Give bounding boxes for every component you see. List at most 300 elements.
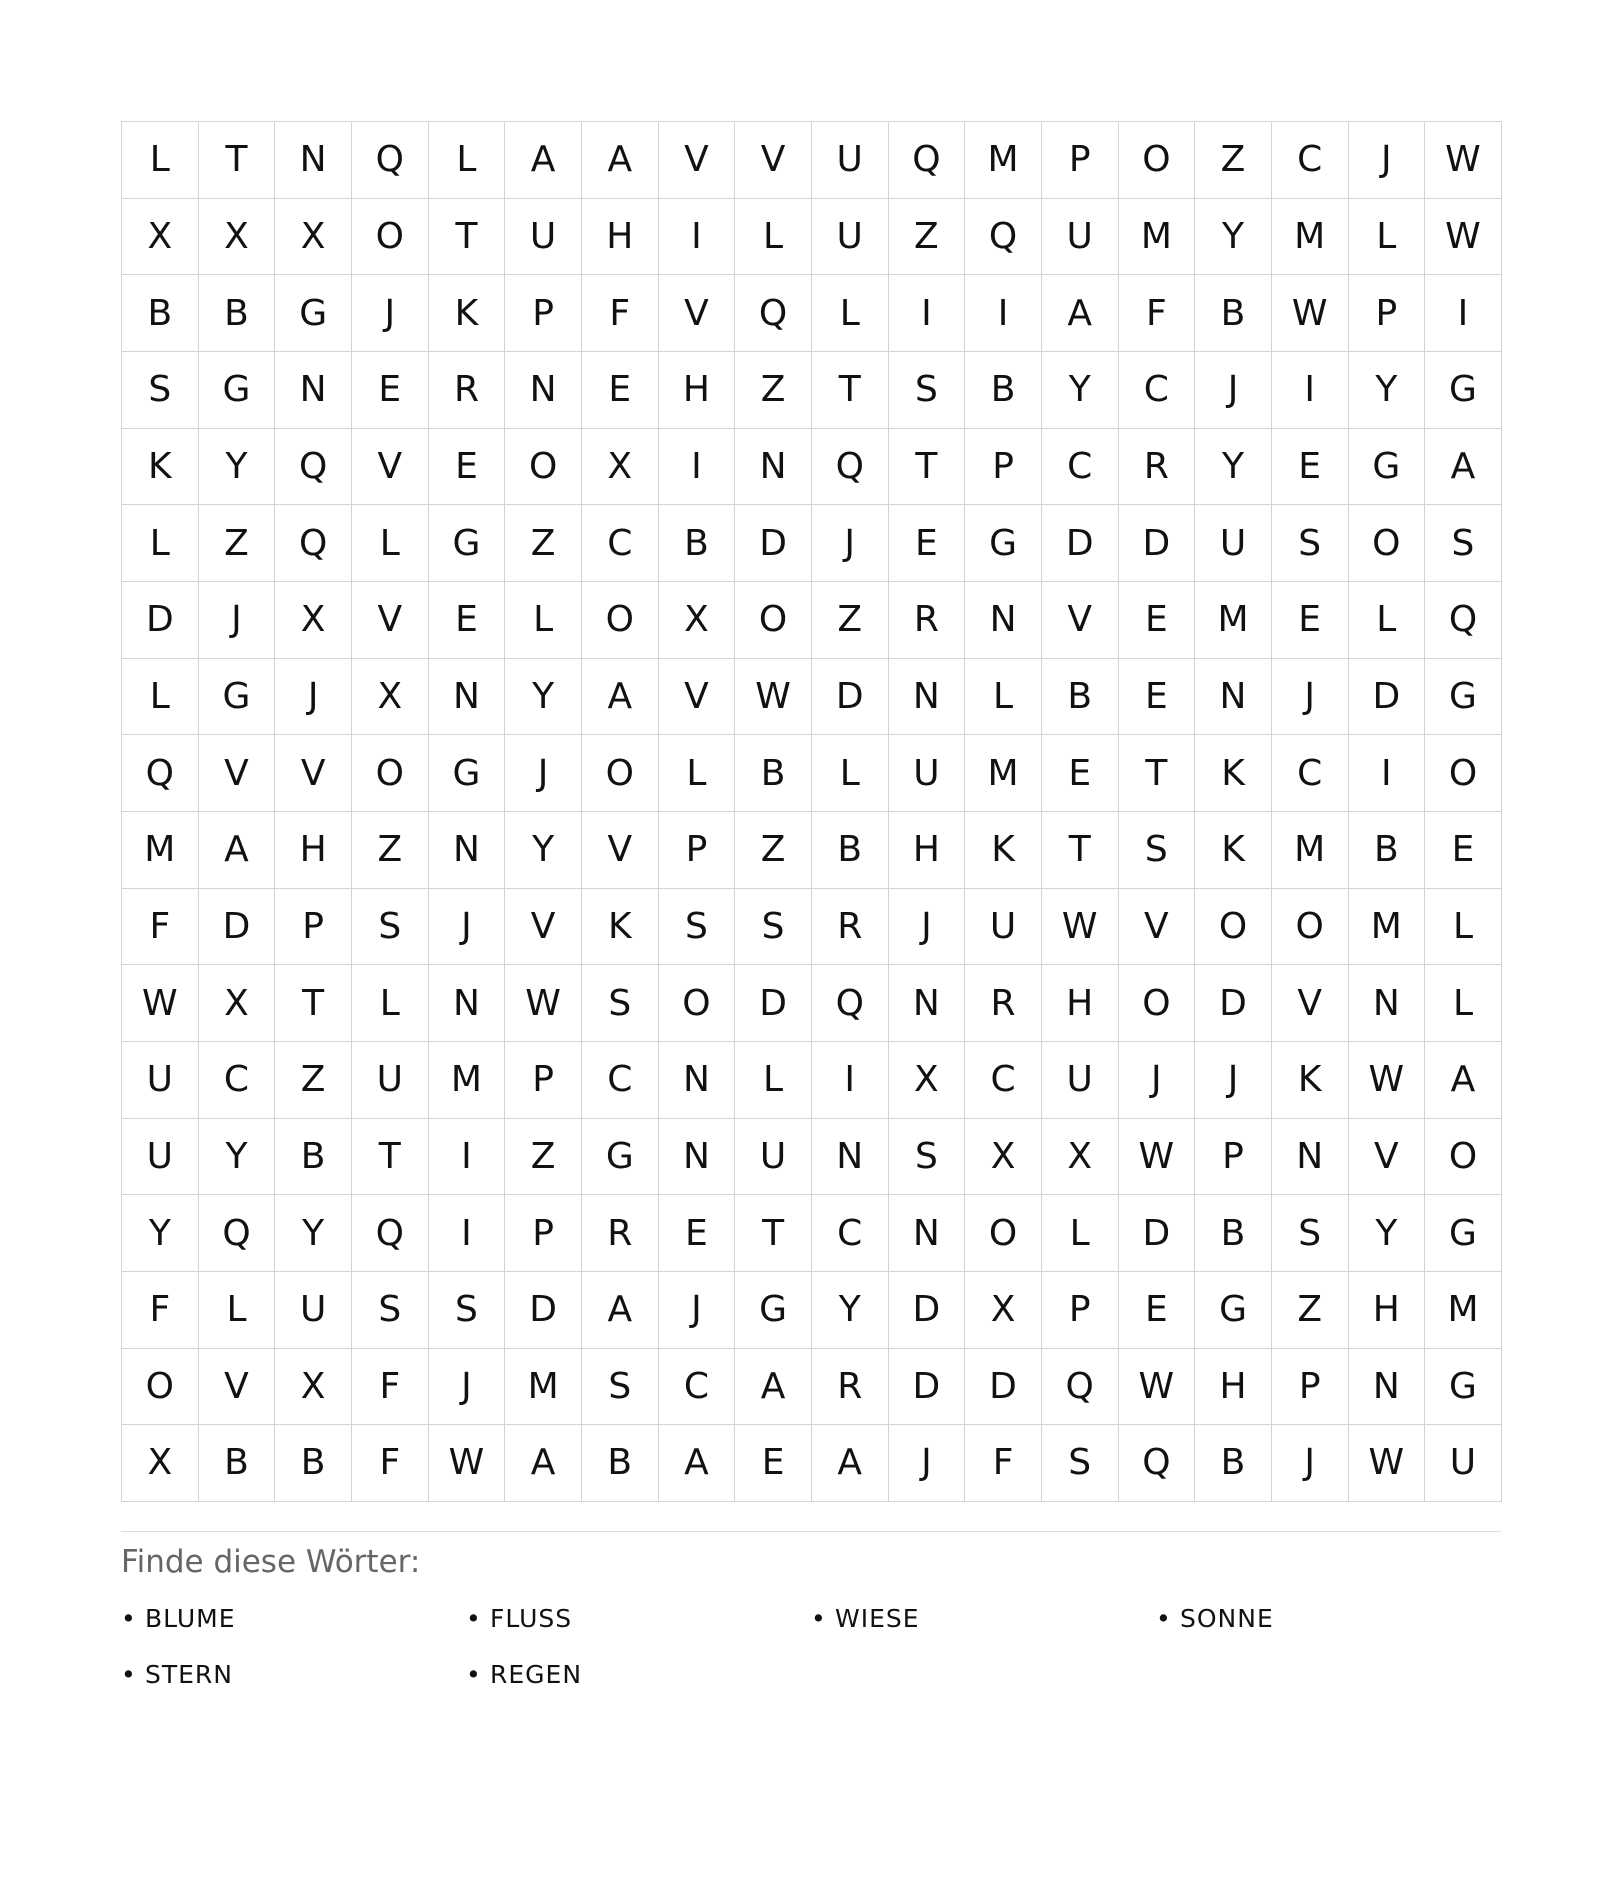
grid-cell[interactable]: X — [965, 1119, 1042, 1196]
grid-cell[interactable]: O — [505, 429, 582, 506]
grid-cell[interactable]: D — [812, 659, 889, 736]
grid-cell[interactable]: M — [1272, 812, 1349, 889]
grid-cell[interactable]: B — [735, 735, 812, 812]
grid-cell[interactable]: O — [582, 582, 659, 659]
grid-cell[interactable]: P — [965, 429, 1042, 506]
grid-cell[interactable]: K — [122, 429, 199, 506]
grid-cell[interactable]: B — [275, 1119, 352, 1196]
grid-cell[interactable]: O — [1119, 965, 1196, 1042]
grid-cell[interactable]: G — [1195, 1272, 1272, 1349]
grid-cell[interactable]: B — [1042, 659, 1119, 736]
grid-cell[interactable]: V — [659, 122, 736, 199]
grid-cell[interactable]: N — [505, 352, 582, 429]
grid-cell[interactable]: N — [429, 965, 506, 1042]
grid-cell[interactable]: L — [352, 505, 429, 582]
grid-cell[interactable]: I — [659, 199, 736, 276]
grid-cell[interactable]: P — [1195, 1119, 1272, 1196]
grid-cell[interactable]: Y — [505, 812, 582, 889]
grid-cell[interactable]: A — [659, 1425, 736, 1502]
grid-cell[interactable]: O — [1195, 889, 1272, 966]
grid-cell[interactable]: M — [1195, 582, 1272, 659]
grid-cell[interactable]: F — [122, 1272, 199, 1349]
grid-cell[interactable]: S — [352, 1272, 429, 1349]
grid-cell[interactable]: M — [429, 1042, 506, 1119]
grid-cell[interactable]: I — [1272, 352, 1349, 429]
grid-cell[interactable]: H — [1042, 965, 1119, 1042]
grid-cell[interactable]: Y — [505, 659, 582, 736]
grid-cell[interactable]: H — [659, 352, 736, 429]
grid-cell[interactable]: V — [275, 735, 352, 812]
grid-cell[interactable]: A — [1425, 429, 1502, 506]
grid-cell[interactable]: S — [659, 889, 736, 966]
grid-cell[interactable]: O — [1272, 889, 1349, 966]
grid-cell[interactable]: N — [965, 582, 1042, 659]
grid-cell[interactable]: E — [429, 429, 506, 506]
grid-cell[interactable]: Y — [1042, 352, 1119, 429]
grid-cell[interactable]: E — [1119, 659, 1196, 736]
grid-cell[interactable]: N — [735, 429, 812, 506]
grid-cell[interactable]: D — [1042, 505, 1119, 582]
grid-cell[interactable]: N — [429, 812, 506, 889]
grid-cell[interactable]: F — [352, 1425, 429, 1502]
grid-cell[interactable]: S — [889, 1119, 966, 1196]
grid-cell[interactable]: G — [429, 735, 506, 812]
grid-cell[interactable]: E — [889, 505, 966, 582]
grid-cell[interactable]: E — [735, 1425, 812, 1502]
grid-cell[interactable]: F — [122, 889, 199, 966]
grid-cell[interactable]: D — [1349, 659, 1426, 736]
grid-cell[interactable]: U — [122, 1042, 199, 1119]
grid-cell[interactable]: L — [812, 735, 889, 812]
grid-cell[interactable]: P — [1272, 1349, 1349, 1426]
grid-cell[interactable]: U — [1195, 505, 1272, 582]
grid-cell[interactable]: P — [275, 889, 352, 966]
grid-cell[interactable]: S — [735, 889, 812, 966]
grid-cell[interactable]: R — [429, 352, 506, 429]
grid-cell[interactable]: S — [1425, 505, 1502, 582]
grid-cell[interactable]: N — [1349, 1349, 1426, 1426]
grid-cell[interactable]: M — [1272, 199, 1349, 276]
grid-cell[interactable]: H — [582, 199, 659, 276]
grid-cell[interactable]: T — [889, 429, 966, 506]
grid-cell[interactable]: V — [352, 429, 429, 506]
grid-cell[interactable]: J — [429, 889, 506, 966]
grid-cell[interactable]: K — [1195, 812, 1272, 889]
grid-cell[interactable]: G — [1425, 352, 1502, 429]
grid-cell[interactable]: A — [582, 122, 659, 199]
grid-cell[interactable]: V — [1119, 889, 1196, 966]
grid-cell[interactable]: R — [889, 582, 966, 659]
grid-cell[interactable]: Z — [505, 1119, 582, 1196]
grid-cell[interactable]: V — [1349, 1119, 1426, 1196]
grid-cell[interactable]: J — [1272, 659, 1349, 736]
grid-cell[interactable]: S — [1272, 1195, 1349, 1272]
grid-cell[interactable]: K — [1195, 735, 1272, 812]
grid-cell[interactable]: U — [812, 122, 889, 199]
grid-cell[interactable]: Q — [352, 1195, 429, 1272]
grid-cell[interactable]: I — [659, 429, 736, 506]
grid-cell[interactable]: C — [582, 1042, 659, 1119]
grid-cell[interactable]: O — [352, 199, 429, 276]
grid-cell[interactable]: E — [1119, 582, 1196, 659]
grid-cell[interactable]: F — [965, 1425, 1042, 1502]
grid-cell[interactable]: V — [582, 812, 659, 889]
grid-cell[interactable]: T — [275, 965, 352, 1042]
grid-cell[interactable]: O — [122, 1349, 199, 1426]
grid-cell[interactable]: P — [659, 812, 736, 889]
grid-cell[interactable]: E — [582, 352, 659, 429]
grid-cell[interactable]: L — [1042, 1195, 1119, 1272]
grid-cell[interactable]: T — [199, 122, 276, 199]
grid-cell[interactable]: N — [889, 965, 966, 1042]
grid-cell[interactable]: R — [812, 1349, 889, 1426]
grid-cell[interactable]: Y — [1195, 199, 1272, 276]
grid-cell[interactable]: U — [965, 889, 1042, 966]
grid-cell[interactable]: J — [1349, 122, 1426, 199]
grid-cell[interactable]: L — [1425, 889, 1502, 966]
grid-cell[interactable]: W — [1042, 889, 1119, 966]
grid-cell[interactable]: S — [582, 965, 659, 1042]
grid-cell[interactable]: E — [1119, 1272, 1196, 1349]
grid-cell[interactable]: Y — [122, 1195, 199, 1272]
grid-cell[interactable]: J — [429, 1349, 506, 1426]
grid-cell[interactable]: M — [1119, 199, 1196, 276]
grid-cell[interactable]: H — [1195, 1349, 1272, 1426]
grid-cell[interactable]: C — [1272, 122, 1349, 199]
grid-cell[interactable]: G — [275, 275, 352, 352]
grid-cell[interactable]: U — [505, 199, 582, 276]
grid-cell[interactable]: N — [889, 1195, 966, 1272]
grid-cell[interactable]: Z — [352, 812, 429, 889]
grid-cell[interactable]: J — [659, 1272, 736, 1349]
grid-cell[interactable]: C — [199, 1042, 276, 1119]
grid-cell[interactable]: V — [199, 1349, 276, 1426]
grid-cell[interactable]: X — [889, 1042, 966, 1119]
grid-cell[interactable]: V — [505, 889, 582, 966]
grid-cell[interactable]: G — [735, 1272, 812, 1349]
grid-cell[interactable]: J — [889, 889, 966, 966]
grid-cell[interactable]: M — [965, 735, 1042, 812]
grid-cell[interactable]: B — [1195, 1425, 1272, 1502]
grid-cell[interactable]: I — [429, 1119, 506, 1196]
grid-cell[interactable]: B — [1195, 1195, 1272, 1272]
grid-cell[interactable]: N — [275, 352, 352, 429]
grid-cell[interactable]: B — [582, 1425, 659, 1502]
grid-cell[interactable]: L — [659, 735, 736, 812]
grid-cell[interactable]: U — [1042, 1042, 1119, 1119]
grid-cell[interactable]: U — [812, 199, 889, 276]
grid-cell[interactable]: Q — [275, 505, 352, 582]
grid-cell[interactable]: V — [1042, 582, 1119, 659]
grid-cell[interactable]: S — [582, 1349, 659, 1426]
grid-cell[interactable]: L — [735, 1042, 812, 1119]
grid-cell[interactable]: X — [199, 199, 276, 276]
grid-cell[interactable]: P — [1349, 275, 1426, 352]
grid-cell[interactable]: Q — [122, 735, 199, 812]
grid-cell[interactable]: T — [352, 1119, 429, 1196]
grid-cell[interactable]: J — [505, 735, 582, 812]
grid-cell[interactable]: Y — [1195, 429, 1272, 506]
grid-cell[interactable]: H — [889, 812, 966, 889]
grid-cell[interactable]: D — [1195, 965, 1272, 1042]
grid-cell[interactable]: N — [1272, 1119, 1349, 1196]
grid-cell[interactable]: S — [889, 352, 966, 429]
grid-cell[interactable]: Y — [1349, 352, 1426, 429]
grid-cell[interactable]: K — [965, 812, 1042, 889]
grid-cell[interactable]: B — [122, 275, 199, 352]
grid-cell[interactable]: G — [1425, 659, 1502, 736]
grid-cell[interactable]: W — [122, 965, 199, 1042]
grid-cell[interactable]: N — [659, 1042, 736, 1119]
grid-cell[interactable]: X — [275, 582, 352, 659]
grid-cell[interactable]: Q — [199, 1195, 276, 1272]
grid-cell[interactable]: X — [122, 1425, 199, 1502]
grid-cell[interactable]: K — [429, 275, 506, 352]
grid-cell[interactable]: X — [582, 429, 659, 506]
grid-cell[interactable]: Z — [812, 582, 889, 659]
grid-cell[interactable]: I — [1349, 735, 1426, 812]
grid-cell[interactable]: J — [1195, 352, 1272, 429]
grid-cell[interactable]: G — [1425, 1349, 1502, 1426]
grid-cell[interactable]: X — [275, 1349, 352, 1426]
grid-cell[interactable]: N — [812, 1119, 889, 1196]
grid-cell[interactable]: E — [1042, 735, 1119, 812]
grid-cell[interactable]: W — [1425, 122, 1502, 199]
grid-cell[interactable]: Z — [199, 505, 276, 582]
grid-cell[interactable]: Q — [275, 429, 352, 506]
grid-cell[interactable]: U — [122, 1119, 199, 1196]
grid-cell[interactable]: J — [1272, 1425, 1349, 1502]
grid-cell[interactable]: H — [275, 812, 352, 889]
grid-cell[interactable]: Q — [352, 122, 429, 199]
grid-cell[interactable]: O — [1349, 505, 1426, 582]
grid-cell[interactable]: R — [582, 1195, 659, 1272]
grid-cell[interactable]: Y — [275, 1195, 352, 1272]
grid-cell[interactable]: S — [1119, 812, 1196, 889]
grid-cell[interactable]: G — [1425, 1195, 1502, 1272]
grid-cell[interactable]: D — [199, 889, 276, 966]
grid-cell[interactable]: W — [735, 659, 812, 736]
grid-cell[interactable]: V — [1272, 965, 1349, 1042]
grid-cell[interactable]: W — [1119, 1119, 1196, 1196]
grid-cell[interactable]: I — [429, 1195, 506, 1272]
grid-cell[interactable]: P — [1042, 1272, 1119, 1349]
grid-cell[interactable]: T — [735, 1195, 812, 1272]
grid-cell[interactable]: K — [582, 889, 659, 966]
grid-cell[interactable]: D — [122, 582, 199, 659]
grid-cell[interactable]: X — [352, 659, 429, 736]
grid-cell[interactable]: G — [199, 659, 276, 736]
grid-cell[interactable]: A — [505, 122, 582, 199]
grid-cell[interactable]: C — [1272, 735, 1349, 812]
grid-cell[interactable]: V — [352, 582, 429, 659]
grid-cell[interactable]: V — [659, 275, 736, 352]
grid-cell[interactable]: Q — [965, 199, 1042, 276]
grid-cell[interactable]: T — [812, 352, 889, 429]
grid-cell[interactable]: X — [122, 199, 199, 276]
grid-cell[interactable]: X — [965, 1272, 1042, 1349]
grid-cell[interactable]: J — [199, 582, 276, 659]
grid-cell[interactable]: L — [735, 199, 812, 276]
grid-cell[interactable]: G — [199, 352, 276, 429]
grid-cell[interactable]: O — [352, 735, 429, 812]
grid-cell[interactable]: X — [1042, 1119, 1119, 1196]
grid-cell[interactable]: T — [1042, 812, 1119, 889]
grid-cell[interactable]: T — [1119, 735, 1196, 812]
grid-cell[interactable]: E — [659, 1195, 736, 1272]
grid-cell[interactable]: J — [1119, 1042, 1196, 1119]
grid-cell[interactable]: S — [1042, 1425, 1119, 1502]
grid-cell[interactable]: Q — [1119, 1425, 1196, 1502]
grid-cell[interactable]: N — [275, 122, 352, 199]
grid-cell[interactable]: M — [505, 1349, 582, 1426]
grid-cell[interactable]: L — [352, 965, 429, 1042]
grid-cell[interactable]: C — [1119, 352, 1196, 429]
grid-cell[interactable]: W — [505, 965, 582, 1042]
grid-cell[interactable]: V — [659, 659, 736, 736]
grid-cell[interactable]: F — [352, 1349, 429, 1426]
grid-cell[interactable]: O — [1425, 735, 1502, 812]
grid-cell[interactable]: D — [889, 1272, 966, 1349]
grid-cell[interactable]: O — [659, 965, 736, 1042]
grid-cell[interactable]: Z — [889, 199, 966, 276]
grid-cell[interactable]: M — [1425, 1272, 1502, 1349]
grid-cell[interactable]: L — [505, 582, 582, 659]
grid-cell[interactable]: D — [1119, 1195, 1196, 1272]
grid-cell[interactable]: U — [1042, 199, 1119, 276]
grid-cell[interactable]: D — [505, 1272, 582, 1349]
grid-cell[interactable]: Q — [812, 429, 889, 506]
grid-cell[interactable]: R — [1119, 429, 1196, 506]
grid-cell[interactable]: N — [1349, 965, 1426, 1042]
grid-cell[interactable]: J — [275, 659, 352, 736]
grid-cell[interactable]: Z — [1272, 1272, 1349, 1349]
grid-cell[interactable]: Z — [735, 812, 812, 889]
grid-cell[interactable]: I — [889, 275, 966, 352]
grid-cell[interactable]: P — [505, 1195, 582, 1272]
grid-cell[interactable]: T — [429, 199, 506, 276]
grid-cell[interactable]: W — [1349, 1042, 1426, 1119]
grid-cell[interactable]: R — [812, 889, 889, 966]
grid-cell[interactable]: S — [122, 352, 199, 429]
grid-cell[interactable]: E — [429, 582, 506, 659]
grid-cell[interactable]: Z — [275, 1042, 352, 1119]
grid-cell[interactable]: Q — [812, 965, 889, 1042]
grid-cell[interactable]: G — [1349, 429, 1426, 506]
grid-cell[interactable]: D — [735, 965, 812, 1042]
grid-cell[interactable]: Q — [1042, 1349, 1119, 1426]
grid-cell[interactable]: U — [275, 1272, 352, 1349]
grid-cell[interactable]: L — [1349, 582, 1426, 659]
grid-cell[interactable]: L — [965, 659, 1042, 736]
grid-cell[interactable]: K — [1272, 1042, 1349, 1119]
grid-cell[interactable]: L — [122, 659, 199, 736]
grid-cell[interactable]: U — [735, 1119, 812, 1196]
grid-cell[interactable]: Z — [735, 352, 812, 429]
grid-cell[interactable]: I — [965, 275, 1042, 352]
grid-cell[interactable]: G — [965, 505, 1042, 582]
grid-cell[interactable]: C — [659, 1349, 736, 1426]
grid-cell[interactable]: O — [1119, 122, 1196, 199]
grid-cell[interactable]: A — [1425, 1042, 1502, 1119]
grid-cell[interactable]: A — [735, 1349, 812, 1426]
grid-cell[interactable]: J — [889, 1425, 966, 1502]
grid-cell[interactable]: E — [352, 352, 429, 429]
grid-cell[interactable]: A — [505, 1425, 582, 1502]
grid-cell[interactable]: B — [199, 275, 276, 352]
grid-cell[interactable]: I — [812, 1042, 889, 1119]
grid-cell[interactable]: B — [965, 352, 1042, 429]
grid-cell[interactable]: W — [1349, 1425, 1426, 1502]
grid-cell[interactable]: J — [352, 275, 429, 352]
grid-cell[interactable]: S — [429, 1272, 506, 1349]
grid-cell[interactable]: C — [1042, 429, 1119, 506]
grid-cell[interactable]: B — [1195, 275, 1272, 352]
grid-cell[interactable]: O — [965, 1195, 1042, 1272]
grid-cell[interactable]: P — [505, 275, 582, 352]
grid-cell[interactable]: W — [1272, 275, 1349, 352]
grid-cell[interactable]: X — [199, 965, 276, 1042]
grid-cell[interactable]: X — [275, 199, 352, 276]
grid-cell[interactable]: L — [122, 505, 199, 582]
grid-cell[interactable]: B — [659, 505, 736, 582]
grid-cell[interactable]: A — [1042, 275, 1119, 352]
grid-cell[interactable]: N — [659, 1119, 736, 1196]
grid-cell[interactable]: R — [965, 965, 1042, 1042]
grid-cell[interactable]: N — [429, 659, 506, 736]
grid-cell[interactable]: Q — [1425, 582, 1502, 659]
grid-cell[interactable]: Z — [505, 505, 582, 582]
grid-cell[interactable]: D — [1119, 505, 1196, 582]
grid-cell[interactable]: E — [1272, 429, 1349, 506]
grid-cell[interactable]: F — [582, 275, 659, 352]
grid-cell[interactable]: M — [1349, 889, 1426, 966]
grid-cell[interactable]: H — [1349, 1272, 1426, 1349]
grid-cell[interactable]: C — [582, 505, 659, 582]
grid-cell[interactable]: I — [1425, 275, 1502, 352]
grid-cell[interactable]: O — [735, 582, 812, 659]
grid-cell[interactable]: J — [1195, 1042, 1272, 1119]
grid-cell[interactable]: G — [429, 505, 506, 582]
grid-cell[interactable]: A — [812, 1425, 889, 1502]
grid-cell[interactable]: O — [1425, 1119, 1502, 1196]
grid-cell[interactable]: A — [582, 1272, 659, 1349]
grid-cell[interactable]: L — [1425, 965, 1502, 1042]
grid-cell[interactable]: D — [889, 1349, 966, 1426]
grid-cell[interactable]: Q — [735, 275, 812, 352]
grid-cell[interactable]: Y — [1349, 1195, 1426, 1272]
grid-cell[interactable]: W — [1425, 199, 1502, 276]
grid-cell[interactable]: Z — [1195, 122, 1272, 199]
grid-cell[interactable]: U — [352, 1042, 429, 1119]
grid-cell[interactable]: D — [965, 1349, 1042, 1426]
grid-cell[interactable]: A — [199, 812, 276, 889]
grid-cell[interactable]: L — [1349, 199, 1426, 276]
grid-cell[interactable]: W — [1119, 1349, 1196, 1426]
grid-cell[interactable]: C — [965, 1042, 1042, 1119]
grid-cell[interactable]: Y — [199, 1119, 276, 1196]
grid-cell[interactable]: M — [965, 122, 1042, 199]
grid-cell[interactable]: M — [122, 812, 199, 889]
grid-cell[interactable]: S — [1272, 505, 1349, 582]
grid-cell[interactable]: Q — [889, 122, 966, 199]
grid-cell[interactable]: U — [889, 735, 966, 812]
grid-cell[interactable]: N — [1195, 659, 1272, 736]
grid-cell[interactable]: L — [122, 122, 199, 199]
grid-cell[interactable]: L — [812, 275, 889, 352]
grid-cell[interactable]: B — [1349, 812, 1426, 889]
grid-cell[interactable]: V — [735, 122, 812, 199]
